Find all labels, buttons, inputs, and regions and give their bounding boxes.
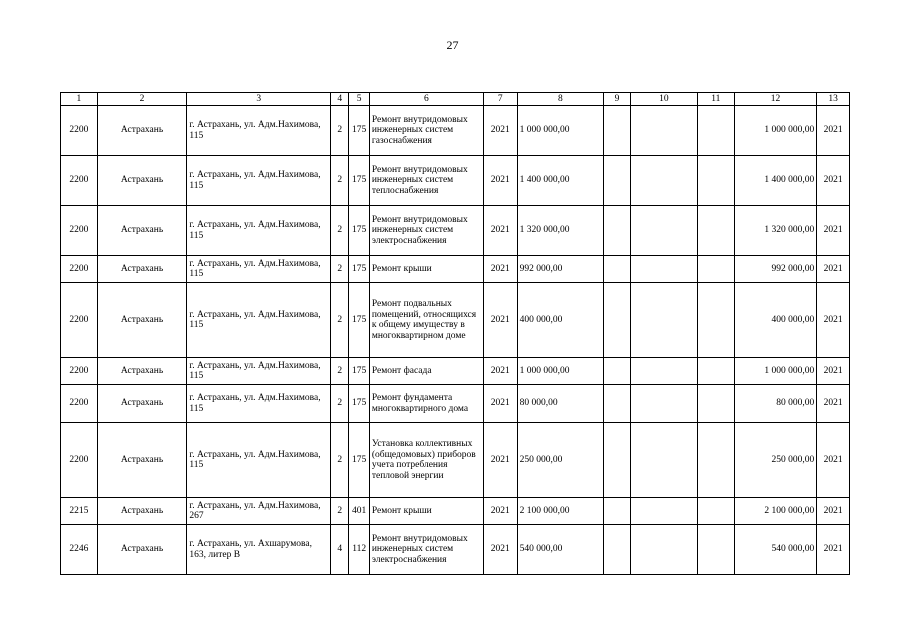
cell-col-11-value <box>698 283 735 358</box>
cell-cost: 1 000 000,00 <box>517 358 604 385</box>
cell-cost: 400 000,00 <box>517 283 604 358</box>
cell-total-cost: 1 320 000,00 <box>734 206 817 256</box>
cell-col-4-value: 2 <box>331 423 349 498</box>
cell-total-cost: 2 100 000,00 <box>734 498 817 525</box>
cell-cost: 1 320 000,00 <box>517 206 604 256</box>
cell-year: 2021 <box>483 498 517 525</box>
cell-municipality: Астрахань <box>97 106 187 156</box>
table-row <box>61 206 850 256</box>
cell-address: г. Астрахань, ул. Адм.Нахимова, 267 <box>187 498 331 525</box>
cell-col-11-value <box>698 206 735 256</box>
cell-col-5-value: 175 <box>349 385 369 423</box>
cell-col-5-value: 175 <box>349 256 369 283</box>
cell-col-10-value <box>630 358 697 385</box>
cell-work-type: Ремонт крыши <box>369 256 483 283</box>
cell-cost: 1 000 000,00 <box>517 106 604 156</box>
cell-col-11-value <box>698 498 735 525</box>
cell-address: г. Астрахань, ул. Адм.Нахимова, 115 <box>187 358 331 385</box>
column-header-3: 3 <box>187 93 331 106</box>
table-row <box>61 525 850 575</box>
cell-record-number: 2246 <box>61 525 98 575</box>
cell-municipality: Астрахань <box>97 256 187 283</box>
cell-record-number: 2200 <box>61 358 98 385</box>
column-header-2: 2 <box>97 93 187 106</box>
table-body <box>61 106 850 575</box>
cell-year: 2021 <box>483 423 517 498</box>
cell-work-type: Ремонт фасада <box>369 358 483 385</box>
cell-col-9-value <box>604 156 631 206</box>
cell-record-number: 2200 <box>61 385 98 423</box>
cell-total-cost: 1 400 000,00 <box>734 156 817 206</box>
cell-col-9-value <box>604 106 631 156</box>
table-row <box>61 498 850 525</box>
cell-col-10-value <box>630 525 697 575</box>
cell-col-4-value: 2 <box>331 385 349 423</box>
cell-total-cost: 250 000,00 <box>734 423 817 498</box>
cell-year: 2021 <box>483 206 517 256</box>
cell-work-type: Ремонт внутридомовых инженерных систем электроснабжения <box>369 525 483 575</box>
cell-year: 2021 <box>483 358 517 385</box>
cell-col-4-value: 2 <box>331 106 349 156</box>
column-header-10: 10 <box>630 93 697 106</box>
cell-cost: 540 000,00 <box>517 525 604 575</box>
cell-col-9-value <box>604 423 631 498</box>
cell-municipality: Астрахань <box>97 423 187 498</box>
cell-col-4-value: 2 <box>331 498 349 525</box>
cell-cost: 250 000,00 <box>517 423 604 498</box>
cell-record-number: 2200 <box>61 106 98 156</box>
cell-record-number: 2200 <box>61 256 98 283</box>
cell-year: 2021 <box>483 385 517 423</box>
cell-completion-year: 2021 <box>817 525 850 575</box>
cell-address: г. Астрахань, ул. Адм.Нахимова, 115 <box>187 106 331 156</box>
cell-col-5-value: 401 <box>349 498 369 525</box>
cell-total-cost: 992 000,00 <box>734 256 817 283</box>
column-header-6: 6 <box>369 93 483 106</box>
cell-address: г. Астрахань, ул. Адм.Нахимова, 115 <box>187 156 331 206</box>
column-header-8: 8 <box>517 93 604 106</box>
cell-col-4-value: 2 <box>331 206 349 256</box>
column-header-12: 12 <box>734 93 817 106</box>
cell-year: 2021 <box>483 256 517 283</box>
cell-total-cost: 540 000,00 <box>734 525 817 575</box>
cell-address: г. Астрахань, ул. Адм.Нахимова, 115 <box>187 385 331 423</box>
cell-col-10-value <box>630 256 697 283</box>
cell-col-11-value <box>698 423 735 498</box>
column-header-5: 5 <box>349 93 369 106</box>
cell-col-9-value <box>604 283 631 358</box>
cell-col-4-value: 2 <box>331 256 349 283</box>
cell-cost: 992 000,00 <box>517 256 604 283</box>
table-row <box>61 283 850 358</box>
cell-col-5-value: 175 <box>349 358 369 385</box>
cell-address: г. Астрахань, ул. Адм.Нахимова, 115 <box>187 206 331 256</box>
cell-total-cost: 80 000,00 <box>734 385 817 423</box>
repair-program-table <box>60 92 850 575</box>
cell-col-11-value <box>698 106 735 156</box>
cell-col-10-value <box>630 283 697 358</box>
cell-municipality: Астрахань <box>97 358 187 385</box>
cell-completion-year: 2021 <box>817 256 850 283</box>
table-row <box>61 358 850 385</box>
cell-year: 2021 <box>483 156 517 206</box>
cell-municipality: Астрахань <box>97 206 187 256</box>
cell-col-5-value: 175 <box>349 283 369 358</box>
table-row <box>61 156 850 206</box>
column-header-7: 7 <box>483 93 517 106</box>
cell-total-cost: 1 000 000,00 <box>734 106 817 156</box>
cell-col-9-value <box>604 498 631 525</box>
cell-record-number: 2215 <box>61 498 98 525</box>
cell-municipality: Астрахань <box>97 498 187 525</box>
cell-record-number: 2200 <box>61 283 98 358</box>
cell-total-cost: 400 000,00 <box>734 283 817 358</box>
cell-cost: 1 400 000,00 <box>517 156 604 206</box>
cell-col-9-value <box>604 525 631 575</box>
cell-completion-year: 2021 <box>817 206 850 256</box>
cell-completion-year: 2021 <box>817 283 850 358</box>
cell-col-11-value <box>698 358 735 385</box>
cell-col-9-value <box>604 358 631 385</box>
column-header-11: 11 <box>698 93 735 106</box>
cell-col-10-value <box>630 106 697 156</box>
cell-col-11-value <box>698 525 735 575</box>
cell-completion-year: 2021 <box>817 106 850 156</box>
cell-col-9-value <box>604 256 631 283</box>
cell-municipality: Астрахань <box>97 283 187 358</box>
column-header-4: 4 <box>331 93 349 106</box>
table-row <box>61 106 850 156</box>
column-header-9: 9 <box>604 93 631 106</box>
cell-work-type: Ремонт крыши <box>369 498 483 525</box>
cell-col-5-value: 175 <box>349 206 369 256</box>
cell-col-5-value: 175 <box>349 423 369 498</box>
cell-completion-year: 2021 <box>817 156 850 206</box>
cell-work-type: Ремонт подвальных помещений, относящихся к общему имуществу в многоквартирном доме <box>369 283 483 358</box>
cell-record-number: 2200 <box>61 206 98 256</box>
cell-col-9-value <box>604 206 631 256</box>
cell-work-type: Ремонт внутридомовых инженерных систем газоснабжения <box>369 106 483 156</box>
cell-record-number: 2200 <box>61 156 98 206</box>
table-row <box>61 423 850 498</box>
cell-col-11-value <box>698 385 735 423</box>
cell-col-4-value: 4 <box>331 525 349 575</box>
cell-work-type: Ремонт фундамента многоквартирного дома <box>369 385 483 423</box>
table-row <box>61 385 850 423</box>
column-header-13: 13 <box>817 93 850 106</box>
cell-col-4-value: 2 <box>331 156 349 206</box>
cell-col-5-value: 175 <box>349 106 369 156</box>
cell-completion-year: 2021 <box>817 498 850 525</box>
cell-col-4-value: 2 <box>331 283 349 358</box>
cell-municipality: Астрахань <box>97 156 187 206</box>
cell-address: г. Астрахань, ул. Адм.Нахимова, 115 <box>187 256 331 283</box>
cell-year: 2021 <box>483 106 517 156</box>
cell-address: г. Астрахань, ул. Адм.Нахимова, 115 <box>187 423 331 498</box>
cell-total-cost: 1 000 000,00 <box>734 358 817 385</box>
cell-address: г. Астрахань, ул. Адм.Нахимова, 115 <box>187 283 331 358</box>
page-number: 27 <box>446 38 459 52</box>
cell-col-11-value <box>698 156 735 206</box>
cell-year: 2021 <box>483 283 517 358</box>
cell-col-10-value <box>630 498 697 525</box>
cell-col-11-value <box>698 256 735 283</box>
cell-cost: 80 000,00 <box>517 385 604 423</box>
cell-municipality: Астрахань <box>97 385 187 423</box>
cell-address: г. Астрахань, ул. Ахшарумова, 163, литер В <box>187 525 331 575</box>
column-header-1: 1 <box>61 93 98 106</box>
cell-year: 2021 <box>483 525 517 575</box>
cell-work-type: Ремонт внутридомовых инженерных систем теплоснабжения <box>369 156 483 206</box>
cell-municipality: Астрахань <box>97 525 187 575</box>
cell-record-number: 2200 <box>61 423 98 498</box>
cell-work-type: Ремонт внутридомовых инженерных систем электроснабжения <box>369 206 483 256</box>
cell-work-type: Установка коллективных (общедомовых) приборов учета потребления тепловой энергии <box>369 423 483 498</box>
table-row <box>61 256 850 283</box>
cell-col-10-value <box>630 385 697 423</box>
cell-completion-year: 2021 <box>817 385 850 423</box>
cell-col-9-value <box>604 385 631 423</box>
cell-completion-year: 2021 <box>817 358 850 385</box>
cell-cost: 2 100 000,00 <box>517 498 604 525</box>
cell-col-5-value: 112 <box>349 525 369 575</box>
header-row <box>61 93 850 106</box>
cell-col-5-value: 175 <box>349 156 369 206</box>
cell-col-10-value <box>630 423 697 498</box>
cell-col-10-value <box>630 156 697 206</box>
cell-col-4-value: 2 <box>331 358 349 385</box>
cell-col-10-value <box>630 206 697 256</box>
cell-completion-year: 2021 <box>817 423 850 498</box>
